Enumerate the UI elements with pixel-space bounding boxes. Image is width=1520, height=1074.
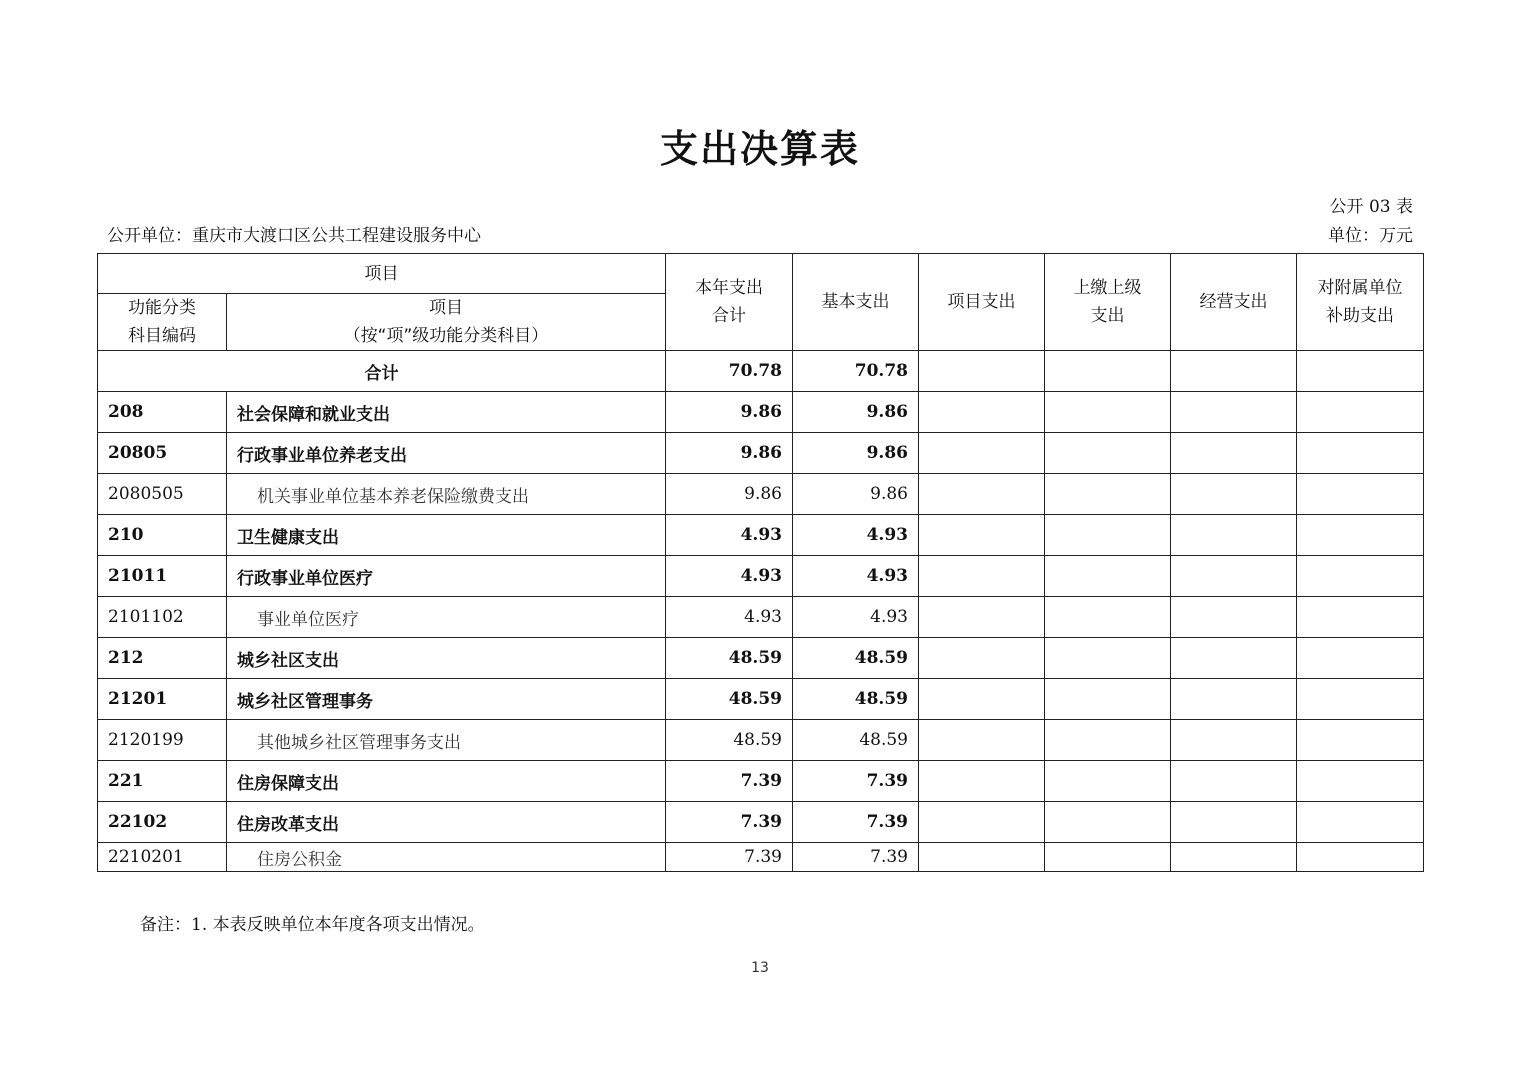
business-cell xyxy=(1171,638,1297,679)
code-cell: 21011 xyxy=(98,556,227,597)
project-cell xyxy=(919,515,1045,556)
basic-cell: 48.59 xyxy=(793,638,919,679)
header-business: 经营支出 xyxy=(1171,254,1297,351)
subsidy-cell xyxy=(1297,474,1424,515)
basic-cell: 9.86 xyxy=(793,433,919,474)
total-cell-upper xyxy=(1045,351,1171,392)
subsidy-cell xyxy=(1297,802,1424,843)
total-cell: 4.93 xyxy=(666,597,793,638)
name-cell: 机关事业单位基本养老保险缴费支出 xyxy=(227,474,666,515)
business-cell xyxy=(1171,761,1297,802)
project-cell xyxy=(919,638,1045,679)
total-cell: 7.39 xyxy=(666,761,793,802)
upper-cell xyxy=(1045,679,1171,720)
project-cell xyxy=(919,720,1045,761)
project-cell xyxy=(919,843,1045,872)
header-code-line1: 功能分类 xyxy=(128,298,196,318)
basic-cell: 9.86 xyxy=(793,474,919,515)
subsidy-cell xyxy=(1297,720,1424,761)
basic-cell: 7.39 xyxy=(793,761,919,802)
business-cell xyxy=(1171,515,1297,556)
total-cell: 4.93 xyxy=(666,556,793,597)
upper-cell xyxy=(1045,392,1171,433)
name-cell: 卫生健康支出 xyxy=(227,515,666,556)
table-row xyxy=(98,474,1424,515)
name-cell: 城乡社区支出 xyxy=(227,638,666,679)
header-item-line2: （按“项”级功能分类科目） xyxy=(343,326,549,346)
total-cell-basic: 70.78 xyxy=(793,351,919,392)
project-cell xyxy=(919,597,1045,638)
total-row xyxy=(98,351,1424,392)
upper-cell xyxy=(1045,638,1171,679)
total-label: 合计 xyxy=(98,351,666,392)
header-upper-line1: 上缴上级 xyxy=(1073,278,1142,298)
header-project-exp: 项目支出 xyxy=(919,254,1045,351)
project-cell xyxy=(919,679,1045,720)
code-cell: 2080505 xyxy=(98,474,227,515)
total-cell: 48.59 xyxy=(666,720,793,761)
subsidy-cell xyxy=(1297,638,1424,679)
upper-cell xyxy=(1045,597,1171,638)
total-cell-project xyxy=(919,351,1045,392)
total-cell: 9.86 xyxy=(666,474,793,515)
business-cell xyxy=(1171,843,1297,872)
unit-name: 公开单位：重庆市大渡口区公共工程建设服务中心 xyxy=(107,226,481,246)
table-note: 备注：1. 本表反映单位本年度各项支出情况。 xyxy=(140,915,485,935)
table-row xyxy=(98,556,1424,597)
table-row xyxy=(98,761,1424,802)
subsidy-cell xyxy=(1297,597,1424,638)
project-cell xyxy=(919,802,1045,843)
business-cell xyxy=(1171,597,1297,638)
page-number: 13 xyxy=(751,960,769,976)
header-subsidy xyxy=(1297,254,1424,351)
business-cell xyxy=(1171,392,1297,433)
name-cell: 城乡社区管理事务 xyxy=(227,679,666,720)
subsidy-cell xyxy=(1297,392,1424,433)
name-cell: 行政事业单位医疗 xyxy=(227,556,666,597)
total-cell: 48.59 xyxy=(666,679,793,720)
form-code: 公开 03 表 xyxy=(1329,197,1413,217)
basic-cell: 4.93 xyxy=(793,515,919,556)
subsidy-cell xyxy=(1297,433,1424,474)
project-cell xyxy=(919,433,1045,474)
name-cell: 社会保障和就业支出 xyxy=(227,392,666,433)
business-cell xyxy=(1171,433,1297,474)
subsidy-cell xyxy=(1297,556,1424,597)
subsidy-cell xyxy=(1297,679,1424,720)
upper-cell xyxy=(1045,802,1171,843)
total-cell-business xyxy=(1171,351,1297,392)
header-code-line2: 科目编码 xyxy=(128,326,196,346)
name-cell: 事业单位医疗 xyxy=(227,597,666,638)
code-cell: 208 xyxy=(98,392,227,433)
total-cell: 7.39 xyxy=(666,843,793,872)
header-project: 项目 xyxy=(98,254,666,294)
name-cell: 行政事业单位养老支出 xyxy=(227,433,666,474)
unit-measure: 单位：万元 xyxy=(1328,226,1413,246)
project-cell xyxy=(919,392,1045,433)
basic-cell: 4.93 xyxy=(793,597,919,638)
header-code xyxy=(98,294,227,351)
upper-cell xyxy=(1045,556,1171,597)
table-row xyxy=(98,720,1424,761)
total-cell-subsidy xyxy=(1297,351,1424,392)
business-cell xyxy=(1171,474,1297,515)
upper-cell xyxy=(1045,761,1171,802)
project-cell xyxy=(919,761,1045,802)
header-total xyxy=(666,254,793,351)
code-cell: 221 xyxy=(98,761,227,802)
header-upper-line2: 支出 xyxy=(1090,306,1125,326)
subsidy-cell xyxy=(1297,843,1424,872)
upper-cell xyxy=(1045,720,1171,761)
table-row xyxy=(98,843,1424,872)
table-row xyxy=(98,515,1424,556)
name-cell: 住房保障支出 xyxy=(227,761,666,802)
header-item xyxy=(227,294,666,351)
code-cell: 21201 xyxy=(98,679,227,720)
code-cell: 2120199 xyxy=(98,720,227,761)
name-cell: 其他城乡社区管理事务支出 xyxy=(227,720,666,761)
total-cell: 9.86 xyxy=(666,433,793,474)
code-cell: 20805 xyxy=(98,433,227,474)
basic-cell: 48.59 xyxy=(793,679,919,720)
unit-line xyxy=(107,221,1413,246)
table-row xyxy=(98,638,1424,679)
header-total-line1: 本年支出 xyxy=(695,278,763,298)
code-cell: 22102 xyxy=(98,802,227,843)
name-cell: 住房改革支出 xyxy=(227,802,666,843)
business-cell xyxy=(1171,720,1297,761)
upper-cell xyxy=(1045,843,1171,872)
upper-cell xyxy=(1045,433,1171,474)
total-cell: 7.39 xyxy=(666,802,793,843)
code-cell: 2101102 xyxy=(98,597,227,638)
header-item-line1: 项目 xyxy=(429,298,463,318)
table-row xyxy=(98,433,1424,474)
expenditure-table xyxy=(97,253,1424,872)
table-row xyxy=(98,392,1424,433)
subsidy-cell xyxy=(1297,515,1424,556)
basic-cell: 48.59 xyxy=(793,720,919,761)
header-basic: 基本支出 xyxy=(793,254,919,351)
project-cell xyxy=(919,474,1045,515)
name-cell: 住房公积金 xyxy=(227,843,666,872)
business-cell xyxy=(1171,679,1297,720)
code-cell: 2210201 xyxy=(98,843,227,872)
code-cell: 210 xyxy=(98,515,227,556)
upper-cell xyxy=(1045,474,1171,515)
table-row xyxy=(98,802,1424,843)
basic-cell: 9.86 xyxy=(793,392,919,433)
total-cell-total: 70.78 xyxy=(666,351,793,392)
business-cell xyxy=(1171,802,1297,843)
header-total-line2: 合计 xyxy=(712,306,746,326)
total-cell: 4.93 xyxy=(666,515,793,556)
header-subsidy-line2: 补助支出 xyxy=(1326,306,1394,326)
business-cell xyxy=(1171,556,1297,597)
table-row xyxy=(98,597,1424,638)
code-cell: 212 xyxy=(98,638,227,679)
subsidy-cell xyxy=(1297,761,1424,802)
basic-cell: 4.93 xyxy=(793,556,919,597)
header-subsidy-line1: 对附属单位 xyxy=(1317,278,1403,298)
basic-cell: 7.39 xyxy=(793,802,919,843)
page-title: 支出决算表 xyxy=(659,127,860,171)
table-row xyxy=(98,679,1424,720)
basic-cell: 7.39 xyxy=(793,843,919,872)
header-upper xyxy=(1045,254,1171,351)
total-cell: 48.59 xyxy=(666,638,793,679)
upper-cell xyxy=(1045,515,1171,556)
total-cell: 9.86 xyxy=(666,392,793,433)
project-cell xyxy=(919,556,1045,597)
